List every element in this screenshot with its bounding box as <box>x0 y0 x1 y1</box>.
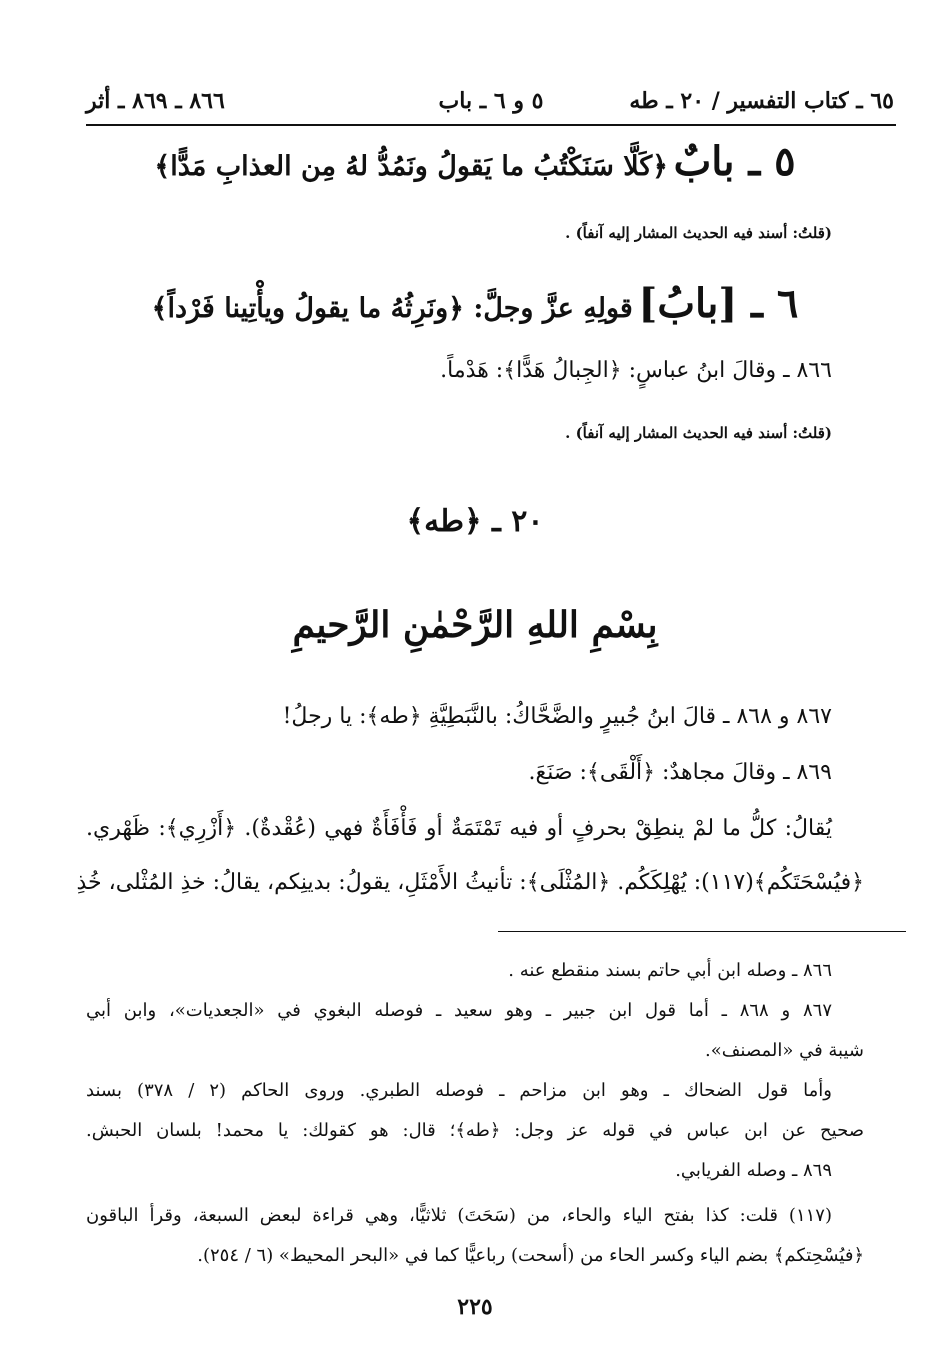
footnote-869: ٨٦٩ ـ وصله الفريابي. <box>675 1160 832 1181</box>
chapter-title: ٢٠ ـ ﴿طه﴾ <box>406 504 544 539</box>
footnote-867-line-1: ٨٦٧ و ٨٦٨ ـ أما قول ابن جبير ـ وهو سعيد ـ فوصله البغوي في «الجعديات»، وابن أبي <box>86 1000 833 1021</box>
section-5-heading <box>0 138 950 185</box>
footnote-dahhak-line-2: صحيح عن ابن عباس في قوله عز وجل: ﴿طه﴾؛ قال: هو كقولك: يا محمد! بلسان الحبش. <box>86 1120 864 1141</box>
header-section: ٥ و ٦ ـ باب <box>438 88 544 114</box>
page-number: ٢٢٥ <box>457 1294 493 1320</box>
athar-866: ٨٦٦ ـ وقالَ ابنُ عباسٍ: ﴿الجِبالُ هَدًّا﴾: هَدْماً. <box>440 358 832 383</box>
footnote-867-line-2: شيبة في «المصنف». <box>705 1040 864 1061</box>
footnote-866: ٨٦٦ ـ وصله ابن أبي حاتم بسند منقطع عنه . <box>508 960 832 981</box>
footnote-separator <box>498 931 906 932</box>
section-6-note: (قلتُ: أسند فيه الحديث المشار إليه آنفاً) . <box>565 424 832 442</box>
header-athar-range: ٨٦٦ ـ ٨٦٩ ـ أثر <box>86 88 225 114</box>
athar-867-868: ٨٦٧ و ٨٦٨ ـ قالَ ابنُ جُبيرٍ والضَّحَّاكُ: بالنَّبَطِيَّةِ ﴿طه﴾: يا رجلُ! <box>282 704 832 729</box>
body-continuation-line: ﴿فيُسْحَتَكُم﴾(١١٧): يُهْلِكَكُم. ﴿المُثْلَى﴾: تأنيثُ الأَمْثَلِ، يقولُ: بدينِكم، يقالُ: خذِ المُثْلى، خُذِ <box>76 870 864 895</box>
section-6-number: ٦ ـ [بابُ] <box>638 280 799 327</box>
athar-869: ٨٦٩ ـ وقالَ مجاهدٌ: ﴿أَلْقَى﴾: صَنَعَ. <box>528 760 832 785</box>
footnote-dahhak-line-1: وأما قول الضحاك ـ وهو ابن مزاحم ـ فوصله الطبري. وروى الحاكم (٢ / ٣٧٨) بسند <box>86 1080 832 1101</box>
footnote-117-line-2: ﴿فيُسْحِتكم﴾ بضم الياء وكسر الحاء من (أسحت) رباعيًّا كما في «البحر المحيط» (٦ / ٢٥٤). <box>197 1245 864 1266</box>
section-6-verse: قولِهِ عزَّ وجلَّ: ﴿ونَرِثُهُ ما يقولُ ويأْتِينا فَرْداً﴾ <box>151 293 633 324</box>
section-6-heading <box>0 280 950 327</box>
section-5-verse: ﴿كَلَّا سَنَكْتُبُ ما يَقولُ ونَمُدُّ لهُ مِن العذابِ مَدًّا﴾ <box>154 151 668 182</box>
section-5-note: (قلتُ: أسند فيه الحديث المشار إليه آنفاً) . <box>565 224 832 242</box>
footnote-117-line-1: (١١٧) قلت: كذا بفتح الياء والحاء، من (سَحَتَ) ثلاثيًّا، وهي قراءة لبعض السبعة، وقرأ الباقون <box>86 1205 832 1226</box>
section-5-number: ٥ ـ بابٌ <box>673 138 796 185</box>
body-yuqal-line: يُقالُ: كلُّ ما لمْ ينطِقْ بحرفٍ أو فيه تَمْتَمَةٌ أو فَأْفَأَةٌ فهي (عُقْدةٌ). ﴿أَزْرِي﴾: ظَهْري. <box>86 816 832 841</box>
header-book-chapter: ٦٥ ـ كتاب التفسير / ٢٠ ـ طه <box>629 88 894 114</box>
basmala: بِسْمِ اللهِ الرَّحْمٰنِ الرَّحيمِ <box>292 604 658 646</box>
running-header <box>86 84 896 126</box>
